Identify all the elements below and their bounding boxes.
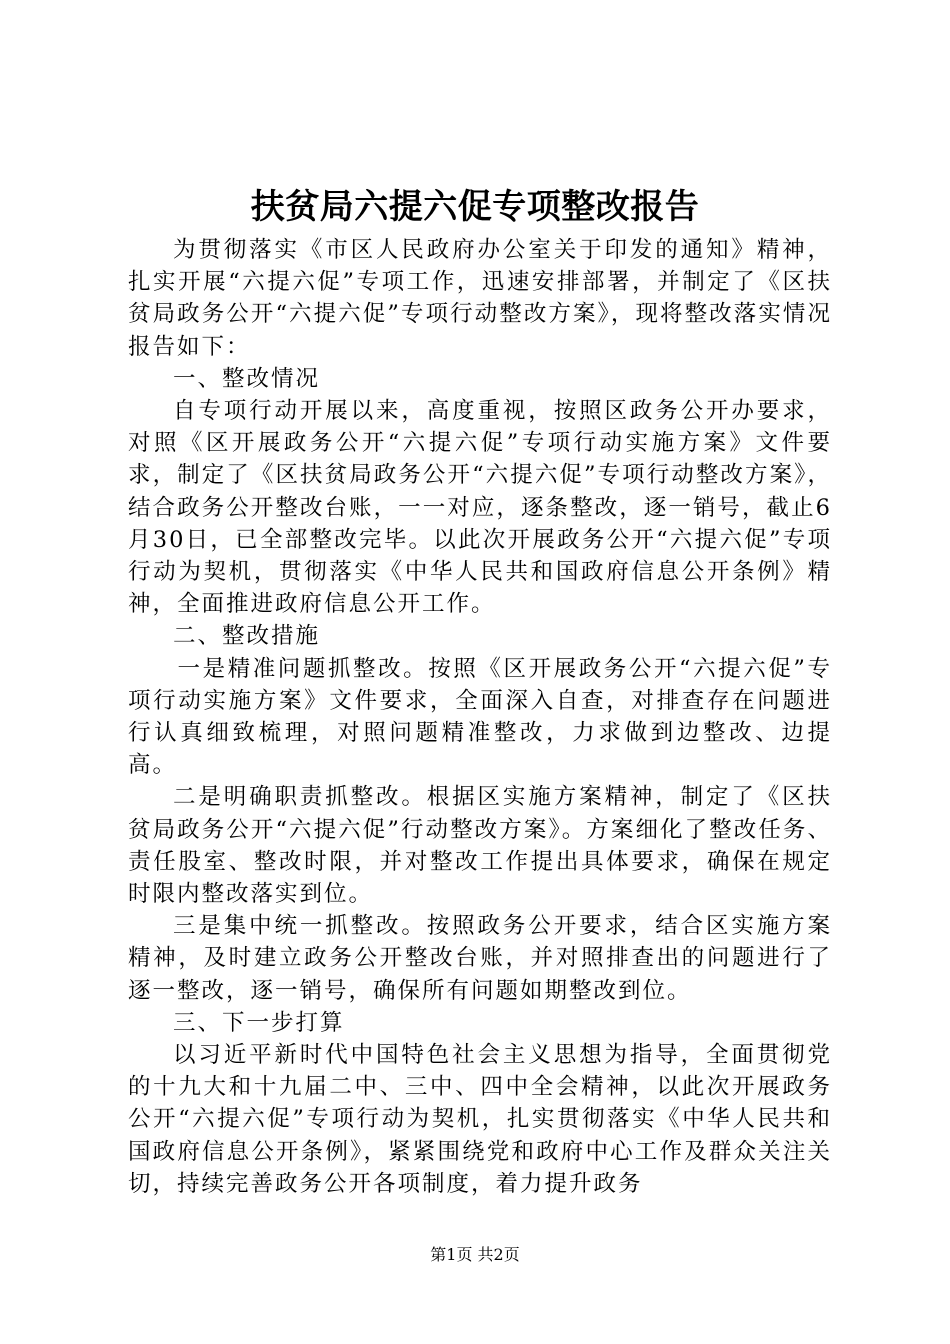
page-footer: 第1页 共2页 bbox=[430, 1245, 520, 1264]
intro-paragraph: 为贯彻落实《市区人民政府办公室关于印发的通知》精神，扎实开展“六提六促”专项工作，迅速安排部署，并制定了《区扶贫局政务公开“六提六促”专项行动整改方案》，现将整改落实情况报告如下： bbox=[128, 237, 832, 360]
measure-paragraph-1: 一是精准问题抓整改。按照《区开展政务公开“六提六促”专项行动实施方案》文件要求，全面深入自查，对排查存在问题进行认真细致梳理，对照问题精准整改，力求做到边整改、边提高。 bbox=[128, 655, 832, 779]
section-heading-3: 三、下一步打算 bbox=[173, 1009, 345, 1036]
document-body bbox=[128, 234, 832, 1200]
document-title: 扶贫局六提六促专项整改报告 bbox=[250, 187, 700, 227]
section-heading-1: 一、整改情况 bbox=[173, 365, 321, 392]
next-steps-paragraph: 以习近平新时代中国特色社会主义思想为指导，全面贯彻党的十九大和十九届二中、三中、四中全会精神，以此次开展政务公开“六提六促”专项行动为契机，扎实贯彻落实《中华人民共和国政府信息公开条例》，紧紧围绕党和政府中心工作及群众关注关切，持续完善政务公开各项制度，着力提升政务 bbox=[128, 1042, 832, 1197]
measure-paragraph-2: 二是明确职责抓整改。根据区实施方案精神，制定了《区扶贫局政务公开“六提六促”行动整改方案》。方案细化了整改任务、责任股室、整改时限，并对整改工作提出具体要求，确保在规定时限内整改落实到位。 bbox=[128, 784, 832, 908]
section-1-paragraph: 自专项行动开展以来，高度重视，按照区政务公开办要求，对照《区开展政务公开“六提六促”专项行动实施方案》文件要求，制定了《区扶贫局政务公开“六提六促”专项行动整改方案》，结合政务公开整改台账，一一对应，逐条整改，逐一销号，截止6月30日，已全部整改完毕。以此次开展政务公开“六提六促”专项行动为契机，贯彻落实《中华人民共和国政府信息公开条例》精神，全面推进政府信息公开工作。 bbox=[128, 398, 832, 618]
section-heading-2: 二、整改措施 bbox=[173, 623, 321, 650]
measure-paragraph-3: 三是集中统一抓整改。按照政务公开要求，结合区实施方案精神，及时建立政务公开整改台账，并对照排查出的问题进行了逐一整改，逐一销号，确保所有问题如期整改到位。 bbox=[128, 913, 832, 1004]
